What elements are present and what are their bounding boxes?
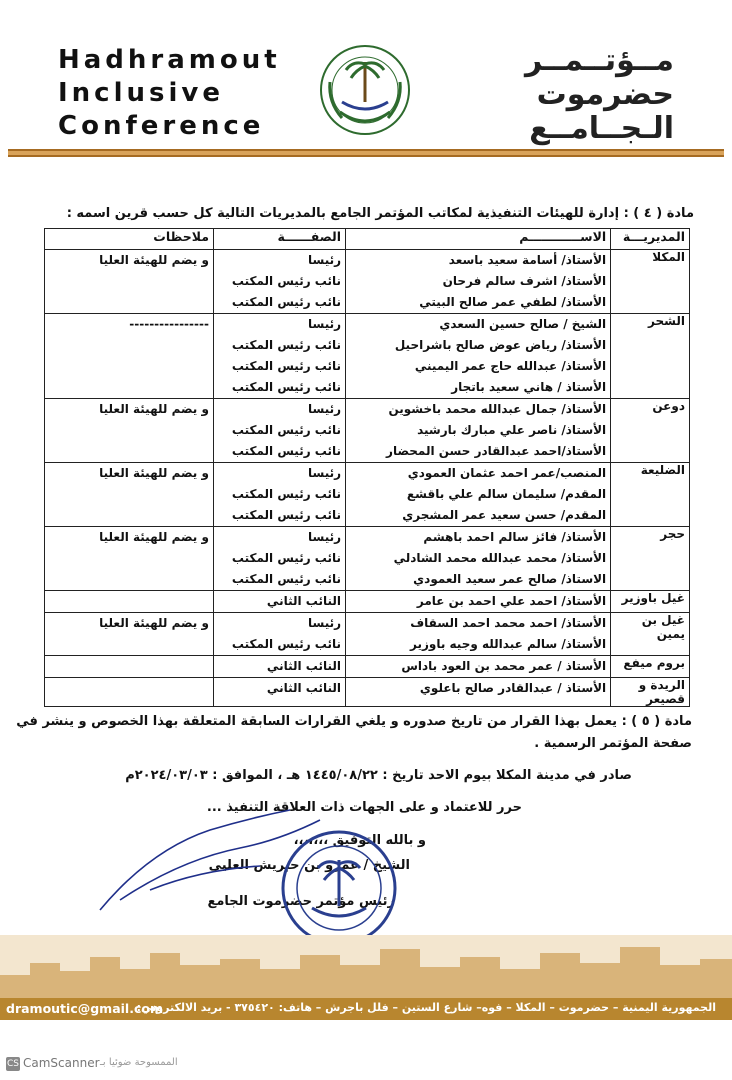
table-header-row <box>45 229 690 250</box>
names-cell <box>346 678 611 707</box>
name-line: الأستاذ/ سالم عبدالله وجيه باوزير <box>409 637 607 651</box>
names-cell <box>346 613 611 656</box>
notes-cell <box>45 250 214 314</box>
note-line <box>49 656 209 677</box>
name-line: الأستاذ/ اشرف سالم فرحان <box>442 274 607 288</box>
roles-cell <box>213 250 345 314</box>
official-stamp <box>276 828 402 948</box>
note-line <box>49 484 209 505</box>
role-line: نائب رئيس المكتب <box>231 572 342 586</box>
name-line: الأستاذ / عمر محمد بن العود باداس <box>401 659 607 673</box>
name-line: الأستاذ / هاني سعيد باتجار <box>451 380 607 394</box>
table-row <box>45 656 690 678</box>
name-line: الأستاذ/ جمال عبدالله محمد باخشوين <box>388 402 607 416</box>
names-cell <box>346 591 611 613</box>
name-line: الأستاذ/ أسامة سعيد باسعد <box>448 253 607 267</box>
arabic-title-line-2: حضرموت <box>536 77 674 112</box>
name-line: الأستاذ/ احمد علي احمد بن عامر <box>416 594 607 608</box>
note-line: و يضم للهيئة العليا <box>99 253 209 267</box>
note-line: و يضم للهيئة العليا <box>99 616 209 630</box>
roles-cell <box>213 678 345 707</box>
role-line: نائب رئيس المكتب <box>231 487 342 501</box>
offices-table <box>44 228 690 707</box>
role-line: نائب رئيس المكتب <box>231 637 342 651</box>
scanner-watermark <box>6 1056 100 1071</box>
directorate-cell: دوعن <box>611 399 690 463</box>
name-line: الأستاذ/ عبدالله حاج عمر اليميني <box>414 359 607 373</box>
english-title-line-3: Conference <box>58 111 265 141</box>
name-line: الاستاذ/ صالح عمر سعيد العمودي <box>413 572 607 586</box>
notes-cell <box>45 678 214 707</box>
names-cell <box>346 314 611 399</box>
roles-cell <box>213 463 345 527</box>
table-row <box>45 250 690 314</box>
roles-cell <box>213 399 345 463</box>
table-row <box>45 463 690 527</box>
scanner-brand: CamScanner <box>23 1056 100 1070</box>
header-ornament-rule <box>8 145 724 159</box>
header-directorate: المديريـــة <box>611 229 690 250</box>
arabic-title <box>464 44 674 146</box>
closing-line: و بالله التوفيق ،،،،،،، <box>293 833 426 848</box>
name-line: الشيخ / صالح حسين السعدي <box>439 317 607 331</box>
english-title-line-1: Hadhramout <box>58 45 281 75</box>
note-line: و يضم للهيئة العليا <box>99 530 209 544</box>
scanner-watermark-arabic: الممسوحة ضوئيا بـ <box>100 1057 178 1068</box>
conference-logo <box>318 42 412 140</box>
names-cell <box>346 399 611 463</box>
table-row <box>45 678 690 707</box>
role-line: رئيسا <box>307 466 342 480</box>
name-line: المنصب/عمر احمد عثمان العمودي <box>407 466 607 480</box>
note-line <box>49 441 209 462</box>
article-4-text: مادة ( ٤ ) : إدارة للهيئات التنفيذية لمكاتب المؤتمر الجامع بالمديريات التالية كل حسب قرين اسمه : <box>66 206 694 221</box>
note-line <box>49 420 209 441</box>
roles-cell <box>213 591 345 613</box>
name-line: الأستاذ/ رياض عوض صالح باشراحيل <box>394 338 607 352</box>
role-line: النائب الثاني <box>266 594 342 608</box>
note-line <box>49 569 209 590</box>
header-name: الاســــــــــــم <box>346 229 611 250</box>
role-line: نائب رئيس المكتب <box>231 295 342 309</box>
role-line: نائب رئيس المكتب <box>231 444 342 458</box>
arabic-title-line-3: الـجــامــع <box>529 111 674 146</box>
name-line: الأستاذ/ محمد عبدالله محمد الشادلي <box>393 551 607 565</box>
role-line: النائب الثاني <box>266 681 342 695</box>
notes-cell <box>45 656 214 678</box>
note-line <box>49 591 209 612</box>
footer-city-illustration <box>0 935 732 1045</box>
table-row <box>45 591 690 613</box>
name-line: الأستاذ/ احمد محمد احمد السقاف <box>410 616 607 630</box>
names-cell <box>346 463 611 527</box>
roles-cell <box>213 527 345 591</box>
table-row <box>45 527 690 591</box>
notes-cell <box>45 613 214 656</box>
roles-cell <box>213 656 345 678</box>
table-row <box>45 399 690 463</box>
english-title <box>58 44 281 143</box>
role-line: نائب رئيس المكتب <box>231 423 342 437</box>
table-row <box>45 314 690 399</box>
role-line: رئيسا <box>307 530 342 544</box>
role-line: رئيسا <box>307 402 342 416</box>
directorate-cell: بروم ميفع <box>611 656 690 678</box>
notes-cell <box>45 591 214 613</box>
role-line: نائب رئيس المكتب <box>231 274 342 288</box>
header-role: الصفــــــة <box>213 229 345 250</box>
directorate-cell: الضليعة <box>611 463 690 527</box>
note-line <box>49 377 209 398</box>
issued-date-line: صادر في مدينة المكلا بيوم الاحد تاريخ : ١٤٤٥/٠٨/٢٢ هـ ، الموافق : ٢٠٢٤/٠٣/٠٣م <box>125 768 632 783</box>
role-line: نائب رئيس المكتب <box>231 551 342 565</box>
english-title-line-2: Inclusive <box>58 78 224 108</box>
note-line <box>49 505 209 526</box>
role-line: النائب الثاني <box>266 659 342 673</box>
header-notes: ملاحظات <box>45 229 214 250</box>
directorate-cell: غيل باوزير <box>611 591 690 613</box>
signatory-name: الشيخ / عمرو بن حبريش العليي <box>208 858 410 873</box>
approval-line: حرر للاعتماد و على الجهات ذات العلاقة التنفيذ ... <box>206 800 522 815</box>
arabic-title-line-1: مــؤتــمــر <box>525 43 674 78</box>
name-line: الأستاذ/احمد عبدالقادر حسن المحضار <box>386 444 607 458</box>
note-line: و يضم للهيئة العليا <box>99 466 209 480</box>
note-line <box>49 271 209 292</box>
names-cell <box>346 527 611 591</box>
article-5-line-2: صفحة المؤتمر الرسمية . <box>534 736 692 751</box>
name-line: المقدم/ حسن سعيد عمر المشجري <box>402 508 607 522</box>
names-cell <box>346 250 611 314</box>
name-line: الأستاذ/ ناصر علي مبارك بارشيد <box>417 423 607 437</box>
role-line: رئيسا <box>307 317 342 331</box>
footer-email: dramoutic@gmail.com <box>6 1001 163 1016</box>
directorate-cell: المكلا <box>611 250 690 314</box>
directorate-cell: حجر <box>611 527 690 591</box>
camscanner-icon: CS <box>7 1058 19 1069</box>
directorate-cell: الريدة و قصيعر <box>611 678 690 707</box>
article-5-line-1: مادة ( ٥ ) : يعمل بهذا القرار من تاريخ صدوره و يلغي القرارات السابقة المتعلقة بهذا الخصوص و ينشر في <box>16 714 692 729</box>
directorate-cell: الشحر <box>611 314 690 399</box>
footer-address: الجمهورية اليمنية – حضرموت – المكلا – فوه– شارع الستين – فلل باجرش – هاتف: ٣٧٥٤٢٠ - بريد الالكتروني: <box>136 1001 716 1014</box>
note-line: و يضم للهيئة العليا <box>99 402 209 416</box>
notes-cell <box>45 314 214 399</box>
role-line: رئيسا <box>307 253 342 267</box>
signatory-title: رئيس مؤتمر حضرموت الجامع <box>207 894 395 909</box>
role-line: نائب رئيس المكتب <box>231 508 342 522</box>
notes-cell <box>45 527 214 591</box>
directorate-cell: غيل بن يمين <box>611 613 690 656</box>
role-line: نائب رئيس المكتب <box>231 380 342 394</box>
note-line <box>49 678 209 699</box>
name-line: الأستاذ / عبدالقادر صالح باعلوي <box>419 681 607 695</box>
note-line <box>49 292 209 313</box>
role-line: نائب رئيس المكتب <box>231 338 342 352</box>
notes-cell <box>45 463 214 527</box>
name-line: الأستاذ/ لطفي عمر صالح البيتي <box>419 295 607 309</box>
roles-cell <box>213 314 345 399</box>
note-line: ---------------- <box>129 317 209 331</box>
note-line <box>49 548 209 569</box>
role-line: رئيسا <box>307 616 342 630</box>
note-line <box>49 335 209 356</box>
names-cell <box>346 656 611 678</box>
note-line <box>49 634 209 655</box>
table-row <box>45 613 690 656</box>
note-line <box>49 356 209 377</box>
role-line: نائب رئيس المكتب <box>231 359 342 373</box>
name-line: المقدم/ سليمان سالم علي باقشع <box>406 487 607 501</box>
roles-cell <box>213 613 345 656</box>
notes-cell <box>45 399 214 463</box>
name-line: الأستاذ/ فائز سالم احمد باهشم <box>423 530 607 544</box>
